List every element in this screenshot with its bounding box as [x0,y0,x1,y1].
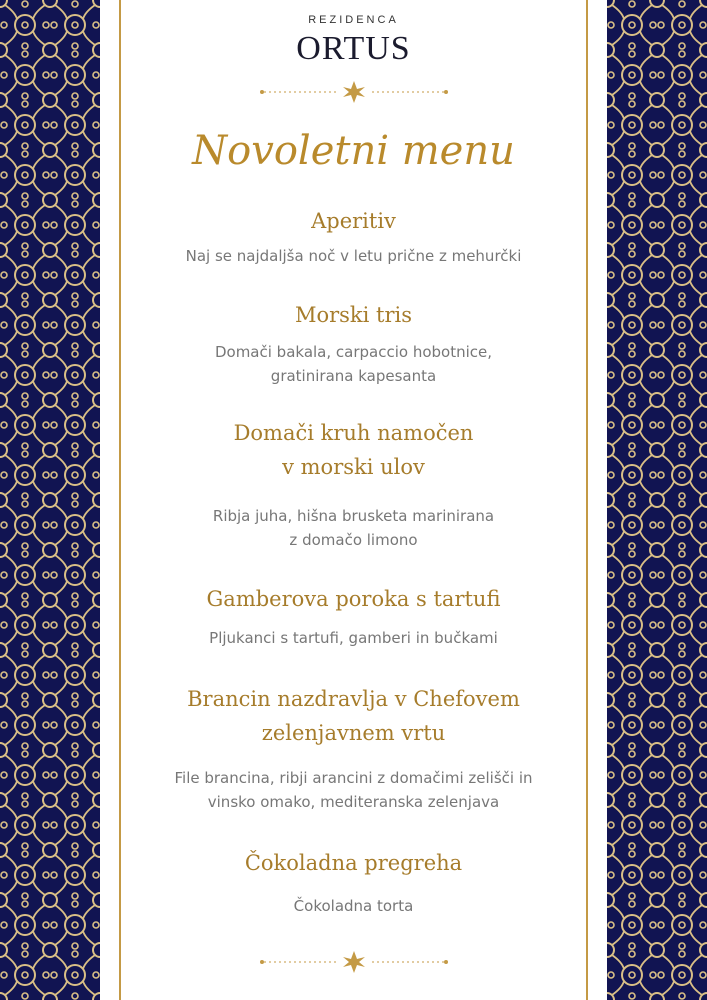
course-cokoladna-pregreha [130,846,577,918]
bottom-divider [120,950,587,974]
brand-logo: ORTUS [296,30,411,67]
course-name: Gamberova poroka s tartufi [206,587,501,611]
course-aperitiv [130,204,577,268]
course-description: z domačo limono [289,531,418,549]
course-description: Naj se najdaljša noč v letu prične z mehurčki [185,247,522,265]
course-brancin [130,682,577,814]
course-name: zelenjavnem vrtu [261,721,446,745]
course-description: gratinirana kapesanta [270,367,437,385]
right-pattern-band [607,0,707,1000]
course-description: Čokoladna torta [293,897,414,915]
star-divider-icon [254,950,454,974]
course-description: Ribja juha, hišna brusketa marinirana [212,507,495,525]
course-name: v morski ulov [282,455,425,479]
menu-title: Novoletni menu [192,128,515,174]
brand-subtitle: REZIDENCA [308,14,399,26]
left-pattern-band [0,0,100,1000]
course-name: Čokoladna pregreha [244,851,463,875]
course-description: Pljukanci s tartufi, gamberi in bučkami [209,629,498,647]
course-description: vinsko omako, mediteranska zelenjava [207,793,500,811]
course-gamberova-poroka [130,582,577,650]
course-name: Brancin nazdravlja v Chefovem [187,687,520,711]
course-description: File brancina, ribji arancini z domačimi zelišči in [174,769,533,787]
top-divider [120,80,587,104]
course-name: Aperitiv [311,209,396,233]
course-morski-tris [130,298,577,388]
course-domaci-kruh [130,416,577,552]
course-name: Morski tris [294,303,413,327]
star-divider-icon [254,80,454,104]
course-description: Domači bakala, carpaccio hobotnice, [214,343,493,361]
course-name: Domači kruh namočen [233,421,474,445]
